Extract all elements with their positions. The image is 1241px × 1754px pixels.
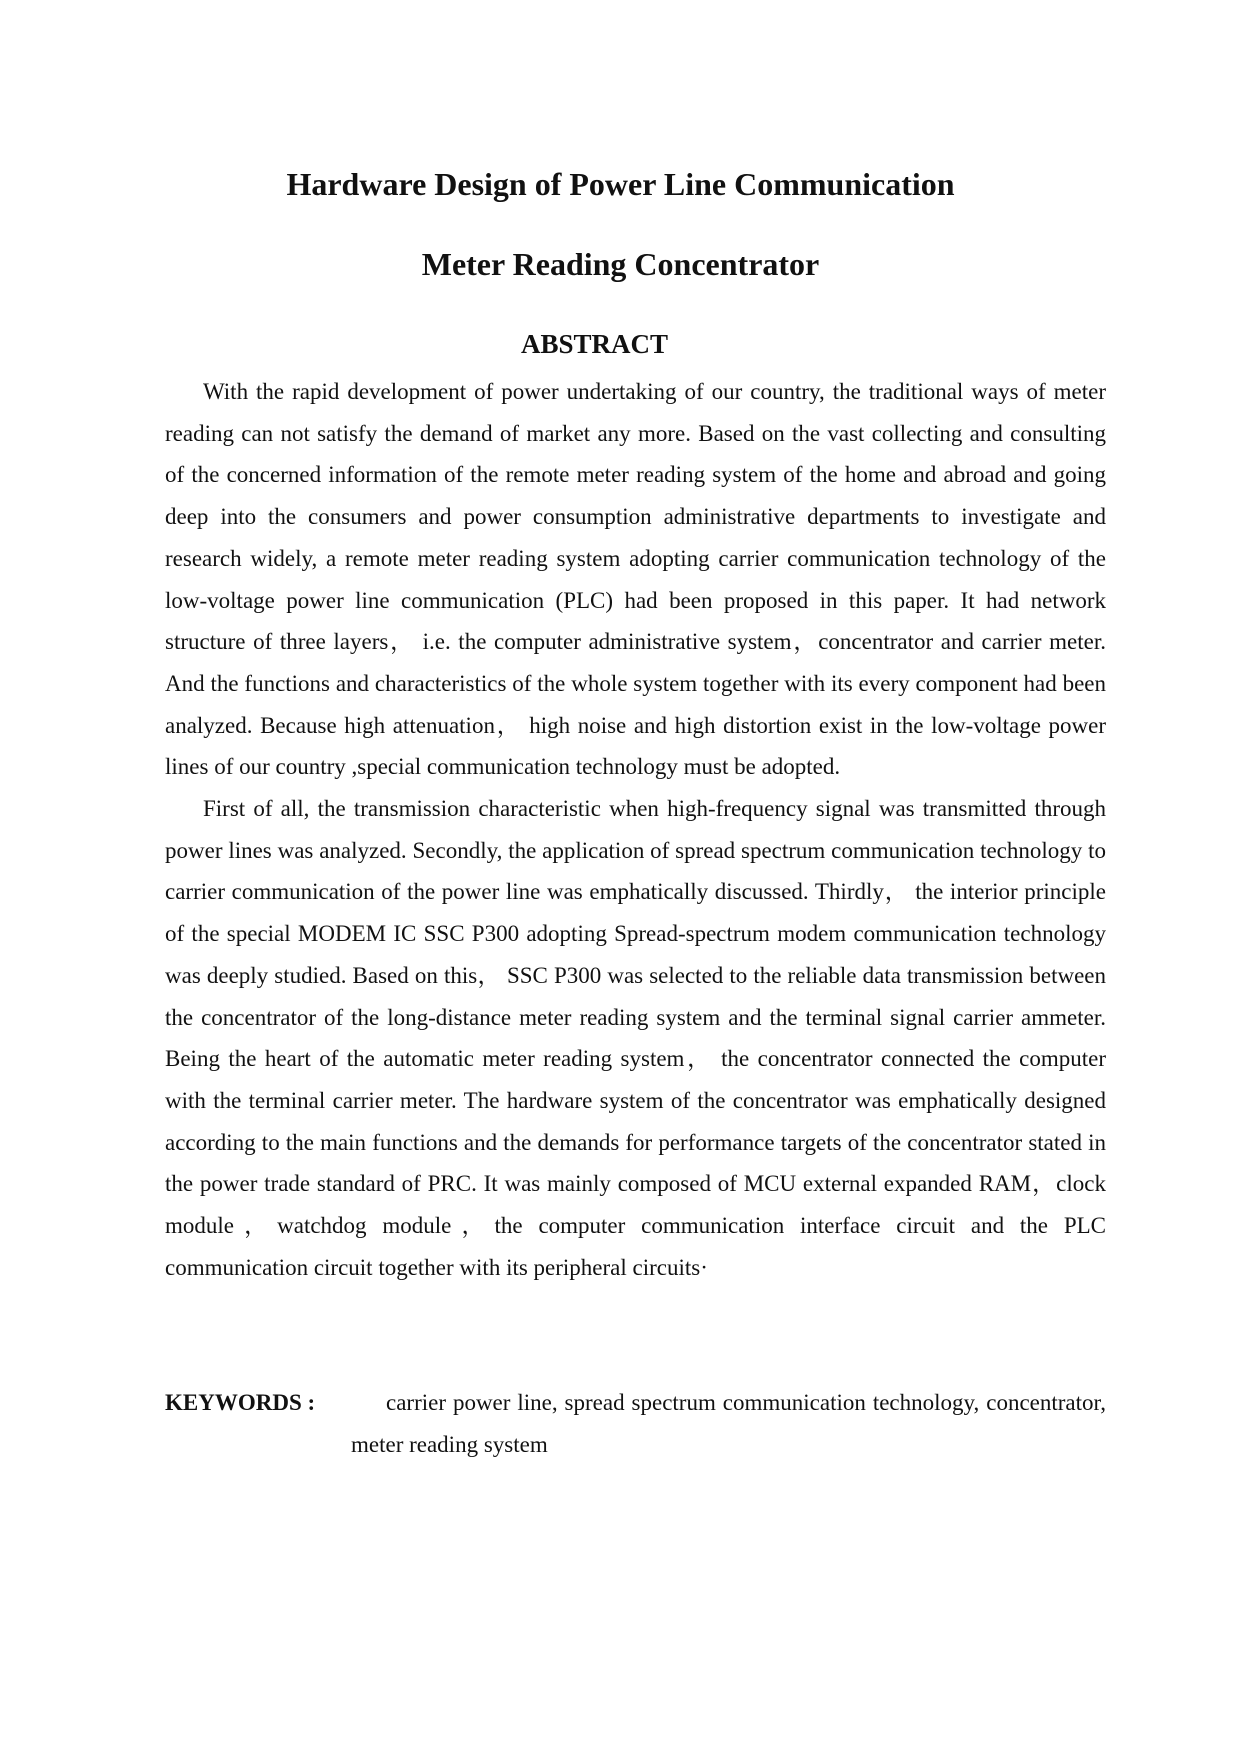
keywords-block: [165, 1382, 1106, 1465]
abstract-paragraph-1: With the rapid development of power undertaking of our country, the traditional ways of meter reading can not satisfy the demand of market any more. Based on the vast collecting and consulting of the concerned information of the remote meter reading system of the home and abroad and going deep into the consumers and power consumption administrative departments to investigate and research widely, a remote meter reading system adopting carrier communication technology of the low-voltage power line communication (PLC) had been proposed in this paper. It had network structure of three layers， i.e. the computer administrative system，concentrator and carrier meter. And the functions and characteristics of the whole system together with its every component had been analyzed. Because high attenuation， high noise and high distortion exist in the low-voltage power lines of our country ,special communication technology must be adopted.: [165, 379, 1106, 780]
abstract-heading: ABSTRACT: [520, 329, 669, 359]
paper-title-line-1: Hardware Design of Power Line Communication: [286, 166, 955, 202]
abstract-body: [165, 371, 1106, 1288]
abstract-paragraph-2: First of all, the transmission characteristic when high-frequency signal was transmitted through power lines was analyzed. Secondly, the application of spread spectrum communication technology to carrier communication of the power line was emphatically discussed. Thirdly， the interior principle of the special MODEM IC SSC P300 adopting Spread-spectrum modem communication technology was deeply studied. Based on this， SSC P300 was selected to the reliable data transmission between the concentrator of the long-distance meter reading system and the terminal signal carrier ammeter. Being the heart of the automatic meter reading system， the concentrator connected the computer with the terminal carrier meter. The hardware system of the concentrator was emphatically designed according to the main functions and the demands for performance targets of the concentrator stated in the power trade standard of PRC. It was mainly composed of MCU external expanded RAM，clock module，watchdog module，the computer communication interface circuit and the PLC communication circuit together with its peripheral circuits·: [165, 796, 1106, 1280]
keywords-label: KEYWORDS :: [165, 1390, 316, 1415]
paper-title-line-2: Meter Reading Concentrator: [421, 246, 820, 282]
keywords-text: carrier power line, spread spectrum communication technology, concentrator, meter reading system: [351, 1390, 1106, 1457]
